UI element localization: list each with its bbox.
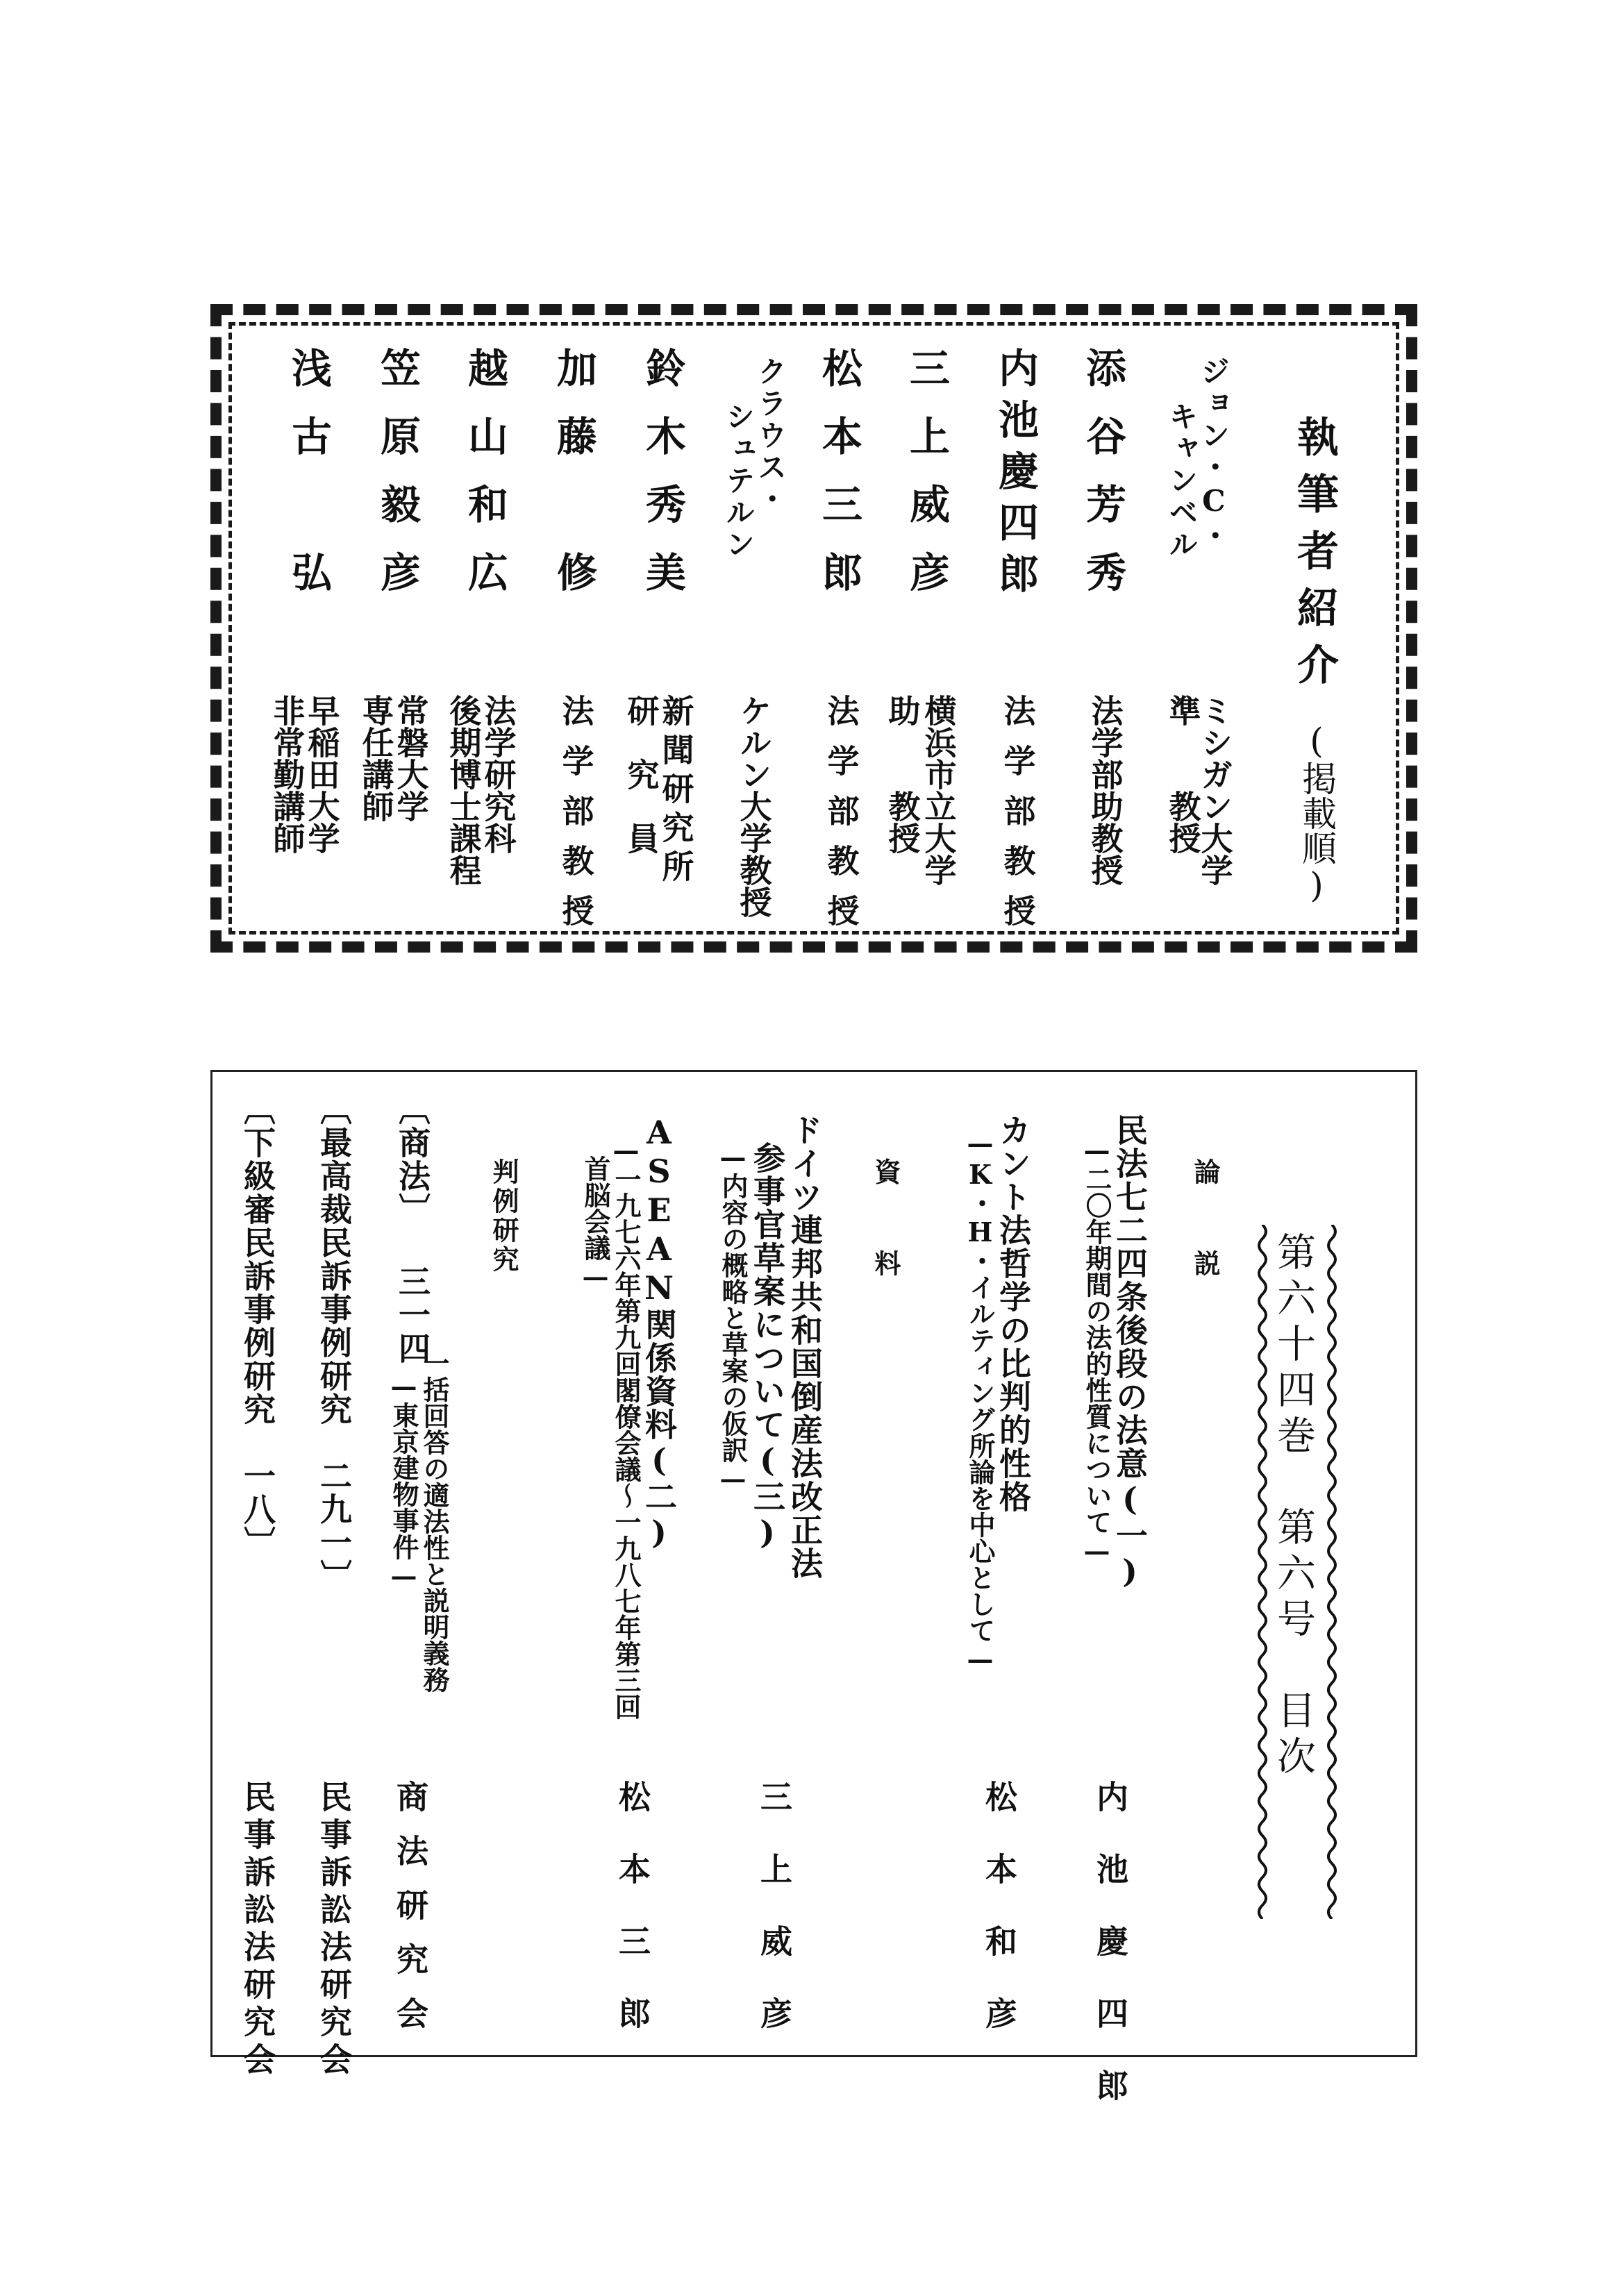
article-subtitle: —内容の概略と草案の仮訳— <box>717 1141 749 1494</box>
case-author: 民事訴訟法研究会 <box>239 1780 276 2080</box>
contributor-name-cont: キャンベル <box>1165 401 1199 561</box>
contributor-affiliation-cont: 後期博士課程 <box>444 694 483 886</box>
section-heading-ronsetsu: 論 説 <box>1190 1158 1221 1296</box>
article-subtitle: —一九七六年第九回閣僚会議〜一九八七年第三回 <box>610 1134 642 1720</box>
contributor-name: 鈴木秀美 <box>639 347 686 619</box>
contributor-affiliation: 横浜市立大学 <box>919 694 958 886</box>
contributor-name: 松本三郎 <box>815 347 862 619</box>
contributor-affiliation-cont: 非常勤講師 <box>268 694 306 854</box>
contributor-affiliation: 法学研究科 <box>479 694 517 854</box>
contributor-name: 越山和広 <box>461 347 508 619</box>
contributor-affiliation-cont: 研 究 員 <box>622 694 660 854</box>
contributor-name: 添谷芳秀 <box>1079 347 1126 619</box>
contributor-affiliation: 法学部教授 <box>999 694 1037 944</box>
wavy-rule-icon <box>1254 1225 1271 1919</box>
contributor-name: クラウス・ <box>753 356 788 516</box>
contributor-name-cont: シュテルン <box>722 401 756 561</box>
contributor-affiliation: 常磐大学 <box>392 694 430 822</box>
contributor-affiliation: 法学部教授 <box>557 694 595 944</box>
contributor-name: 加藤 修 <box>550 347 597 619</box>
contributor-name: 内池慶四郎 <box>992 347 1039 604</box>
contributor-affiliation-cont: 準 教授 <box>1164 694 1202 854</box>
contributor-affiliation: 早稲田大学 <box>303 694 341 854</box>
contributor-affiliation-cont: 専任講師 <box>357 694 395 822</box>
case-subtitle: —東京建物事件— <box>388 1371 419 1591</box>
article-subtitle: —二〇年期間の法的性質について— <box>1081 1134 1112 1566</box>
article-title: ASEAN関係資料(二) <box>640 1114 678 1552</box>
toc-title: 第六十四巻 第六号 目次 <box>1271 1232 1316 1782</box>
case-label: 〔商法〕 三一四 <box>394 1093 431 1365</box>
case-title: 一括回答の適法性と説明義務 <box>419 1350 450 1693</box>
contributor-affiliation: 法学部教授 <box>822 694 860 944</box>
article-title: 民法七二四条後段の法意(一) <box>1111 1114 1149 1591</box>
contributors-box <box>210 304 1417 953</box>
section-heading-shiryo: 資 料 <box>870 1158 901 1296</box>
article-author: 松本和彦 <box>981 1780 1018 2069</box>
case-author: 民事訴訟法研究会 <box>315 1780 353 2080</box>
article-author: 松本三郎 <box>614 1780 651 2069</box>
section-heading-hanrei: 判例研究 <box>488 1158 519 1275</box>
article-title-cont: 参事官草案について(三) <box>749 1141 786 1552</box>
contributor-affiliation: ミシガン大学 <box>1196 694 1234 886</box>
article-title: ドイツ連邦共和国倒産法改正法 <box>786 1114 824 1580</box>
contributor-affiliation: ケルン大学教授 <box>735 694 773 918</box>
wavy-rule-icon <box>1324 1225 1340 1919</box>
contributors-title: 執筆者紹介 <box>1290 415 1339 700</box>
case-label: 〔下級審民訴事例研究 一八〕 <box>239 1093 276 1559</box>
contributor-name: 笠原毅彦 <box>374 347 421 619</box>
article-author: 内池慶四郎 <box>1092 1780 1129 2141</box>
contributor-affiliation: 法学部助教授 <box>1086 694 1124 886</box>
contributor-affiliation-cont: 助 教授 <box>883 694 921 854</box>
case-label: 〔最高裁民訴事例研究 二九一〕 <box>315 1093 353 1593</box>
contributor-name: 浅古 弘 <box>285 347 332 619</box>
contributor-name: ジョン・C・ <box>1196 356 1231 553</box>
article-title: カント法哲学の比判的性格 <box>994 1114 1032 1514</box>
contributor-name: 三上威彦 <box>903 347 950 619</box>
case-author: 商法研究会 <box>392 1780 429 2051</box>
contributor-affiliation: 新聞研究所 <box>657 694 695 889</box>
contributors-subtitle: (掲載順) <box>1296 721 1337 905</box>
article-subtitle: —K・H・イルティング所論を中心として— <box>965 1128 996 1675</box>
article-subtitle-cont: 首脳会議— <box>580 1155 611 1292</box>
article-author: 三上威彦 <box>756 1780 793 2069</box>
toc-box <box>210 1070 1417 2141</box>
